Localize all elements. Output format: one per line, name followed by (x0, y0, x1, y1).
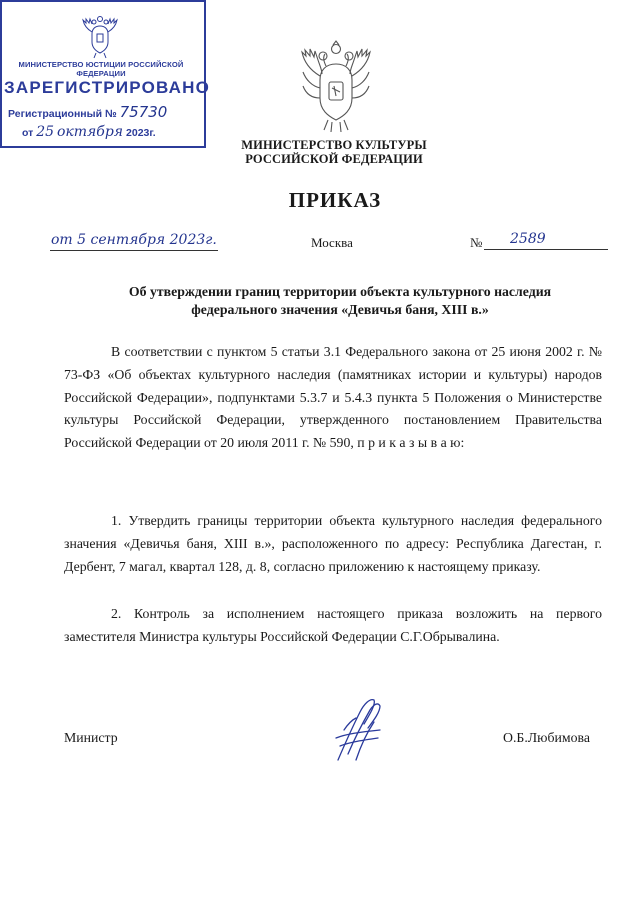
ministry-name (228, 138, 440, 166)
order-number: 2589 (510, 231, 546, 247)
signer-title: Министр (64, 730, 118, 745)
heading-line2: федерального значения «Девичья баня, XIII в.» (191, 301, 489, 317)
registration-stamp (0, 0, 211, 148)
stamp-date-year: 2023г. (126, 127, 156, 139)
stamp-reg-label: Регистрационный № (8, 108, 117, 120)
heading-line1: Об утверждении границ территории объекта культурного наследия (128, 284, 552, 299)
stamp-date-prefix: от (22, 127, 34, 139)
stamp-coat-of-arms-icon (82, 14, 118, 60)
stamp-reg-line (8, 103, 167, 121)
stamp-ministry: МИНИСТЕРСТВО ЮСТИЦИИ РОССИЙСКОЙ ФЕДЕРАЦИИ (18, 60, 184, 78)
date-underline (50, 250, 218, 251)
coat-of-arms-icon (298, 40, 374, 136)
order-date: от 5 сентября 2023г. (51, 232, 217, 248)
stamp-reg-number: 75730 (119, 103, 168, 121)
order-number-label: № (470, 235, 483, 250)
paragraph-preamble-text: В соответствии с пунктом 5 статьи 3.1 Федерального закона от 25 июня 2002 г. № 73-ФЗ «Об объектах культурного наследия (памятниках истории и культуры) народов Российской Федерации», подпунктами 5.3.7 и 5.4.3 пункта 5 Положения о Министерстве культуры Российской Федерации, утвержденного постановлением Правительства Российской Федерации от 20 июля 2011 г. № 590, п р и к а з ы в а ю: (64, 344, 602, 451)
paragraph-preamble (64, 341, 602, 455)
paragraph-item-1 (64, 510, 602, 578)
stamp-date-day: 25 (36, 124, 55, 140)
paragraph-item-2-text: 2. Контроль за исполнением настоящего приказа возложить на первого заместителя Министра культуры Российской Федерации С.Г.Обрывалина. (64, 606, 602, 644)
ministry-line1: МИНИСТЕРСТВО КУЛЬТУРЫ (241, 138, 427, 152)
order-title: ПРИКАЗ (288, 188, 382, 212)
ministry-line2: РОССИЙСКОЙ ФЕДЕРАЦИИ (245, 152, 423, 166)
order-city: Москва (311, 235, 353, 250)
order-heading (90, 283, 590, 318)
stamp-date-month: октября (56, 124, 124, 140)
paragraph-item-1-text: 1. Утвердить границы территории объекта культурного наследия федерального значения «Девичья баня, XIII в.», расположенного по адресу: Республика Дагестан, г. Дербент, 7 магал, квартал 128, д. 8, согласно приложению к настоящему приказу. (64, 513, 602, 574)
number-underline (484, 249, 608, 250)
handwritten-signature-icon (330, 694, 386, 764)
signer-name: О.Б.Любимова (503, 730, 590, 745)
paragraph-item-2 (64, 603, 602, 649)
stamp-date-line (22, 124, 156, 140)
stamp-registered: ЗАРЕГИСТРИРОВАНО (4, 78, 211, 97)
